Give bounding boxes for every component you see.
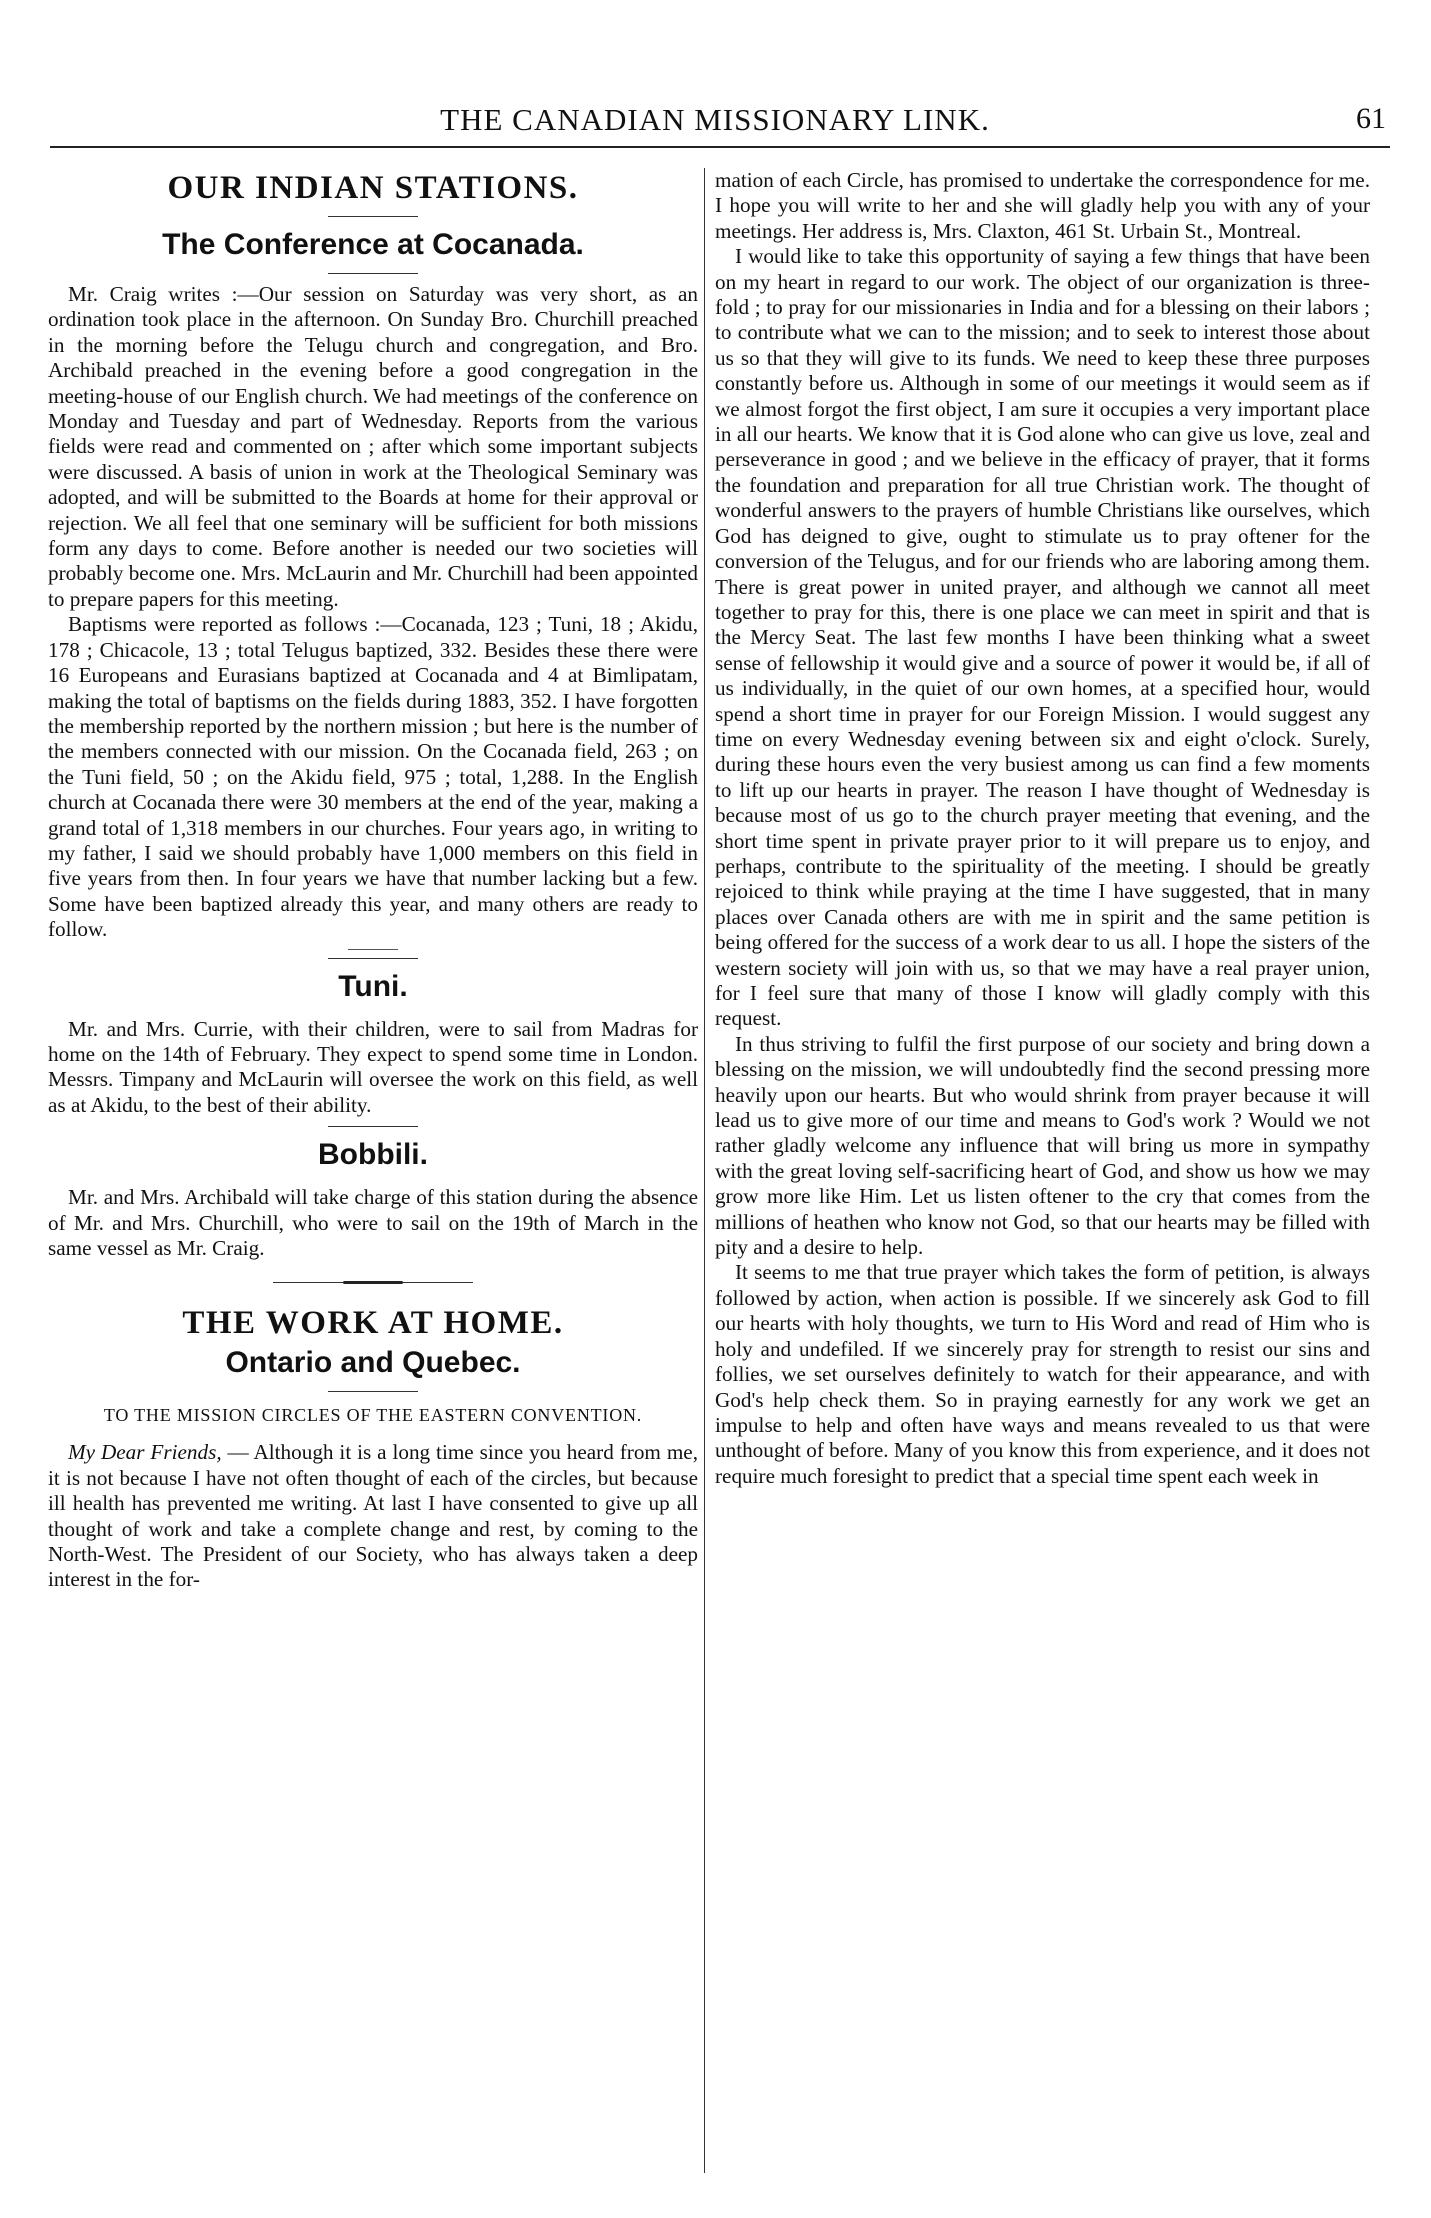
section-title-indian-stations: OUR INDIAN STATIONS. [167,170,579,206]
subtitle-rule-2 [328,1391,418,1392]
conference-paragraph-1: Mr. Craig writes :—Our session on Saturday was very short, as an ordination took place in the afternoon. On Sunday Bro. Churchill preached in the morning before the Telugu church and congregation, and Bro. Archibald preached in the evening before a good congregation in the meeting-house of our English church. We had meetings of the conference on Monday and Tuesday and part of Wednesday. Reports from the various fields were read and commented on ; after which some important subjects were discussed. A basis of union in work at the Theological Seminary was adopted, and will be submitted to the Boards at home for their approval or rejection. We all feel that one seminary will be sufficient for both missions form any days to come. Before another is needed our two societies will probably become one. Mrs. McLaurin and Mr. Churchill had been appointed to prepare papers for this meeting. [48,282,698,611]
letter-paragraph-4: It seems to me that true prayer which takes the form of petition, is always followed by action, when action is possible. If we sincerely ask God to fill our hearts with holy thoughts, we turn to His Word and read of Him who is holy and undefiled. If we sincerely pray for strength to resist our sins and follies, we set ourselves definitely to watch for their appearance, and with God's help check them. So in praying earnestly for any work we get an impulse to help and often have ways and means revealed to us that were unthought of before. Many of you know this from experience, and it does not require much foresight to predict that a special time spent each week in [715,1260,1370,1488]
letter-text-1: — Although it is a long time since you heard from me, it is not because I have not often thought of each of the circles, but because ill health has prevented me writing. At last I have consented to give up all thought of work and take a complete change and rest, by coming to the North-West. The President of our Society, who has always taken a deep interest in the for- [48,1440,698,1592]
subtitle-bobbili: Bobbili. [318,1138,428,1172]
paragraph-rule [348,949,398,950]
conference-paragraph-2: Baptisms were reported as follows :—Cocanada, 123 ; Tuni, 18 ; Akidu, 178 ; Chicacole, 13 ; total Telugus baptized, 332. Besides these there were 16 Europeans and Eurasians baptized at Cocanada and 4 at Bimlipatam, making the total of baptisms on the fields during 1883, 352. I have forgotten the membership reported by the northern mission ; but here is the number of the members connected with our mission. On the Cocanada field, 263 ; on the Tuni field, 50 ; on the Akidu field, 975 ; total, 1,288. In the English church at Cocanada there were 30 members at the end of the year, making a grand total of 1,318 members in our churches. Four years ago, in writing to my father, I said we should probably have 1,000 members on this field in five years from then. In four years we have that number lacking but a few. Some have been baptized already this year, and many others are ready to follow. [48,612,698,942]
running-title: THE CANADIAN MISSIONARY LINK. [440,102,990,137]
salutation: My Dear Friends, [68,1440,222,1465]
subtitle-ontario-quebec: Ontario and Quebec. [225,1346,521,1380]
subtitle-rule [328,273,418,274]
tuni-rule [328,958,418,959]
address-line: TO THE MISSION CIRCLES OF THE EASTERN CONVENTION. [103,1405,643,1426]
bobbili-paragraph: Mr. and Mrs. Archibald will take charge of this station during the absence of Mr. and Mrs. Churchill, who were to sail on the 19th of March in the same vessel as Mr. Craig. [48,1185,698,1260]
letter-paragraph-3: In thus striving to fulfil the first purpose of our society and bring down a blessing on the mission, we will undoubtedly find the second pressing more heavily upon our hearts. But who would shrink from prayer because it will lead us to give more of our time and means to God's work ? Would we not rather gladly welcome any influence that will bring us more in sympathy with the great loving self-sacrificing heart of God, and show us how we may grow more like Him. Let us listen oftener to the cry that comes from the millions of heathen who know not God, so that our hearts may be filled with pity and a desire to help. [715,1031,1370,1260]
letter-paragraph-2: I would like to take this opportunity of saying a few things that have been on my heart in regard to our work. The object of our organization is three-fold ; to pray for our missionaries in India and for a blessing on their labors ; to contribute what we can to the mission; and to seek to interest those about us so that they will give to its funds. We need to keep these three purposes constantly before us. Although in some of our meetings it would seem as if we almost forgot the first object, I am sure it occupies a very important place in all our hearts. We know that it is God alone who can give us love, zeal and perseverance in good ; and we believe in the efficacy of prayer, that it forms the foundation and preparation for all true Christian work. The thought of wonderful answers to the prayers of humble Christians like ourselves, which God has deigned to give, ought to stimulate us to pray oftener for the conversion of the Telugus, and for our friends who are laboring among them. There is great power in united prayer, and although we cannot all meet together to pray for this, there is one place we can meet in spirit and that is the Mercy Seat. The last few months I have been thinking what a sweet sense of fellowship it would give and a source of power it would be, if all of us individually, in the quiet of our own homes, at a specified hour, would spend a short time in prayer for our Foreign Mission. I would suggest any time on every Wednesday evening between six and eight o'clock. Surely, during these hours even the very busiest among us can find a few moments to lift up our hearts in prayer. The reason I have thought of Wednesday is because most of us go to the church prayer meeting that evening, and the short time spent in private prayer prior to it will prepare us to enjoy, and perhaps, contribute to the spirituality of the meeting. I should be greatly rejoiced to think while praying at the time I have suggested, that in many places over Canada others are with me in spirit and the same petition is being offered for the success of a work dear to us all. I hope the sisters of the western society will join with us, so that we may have a real prayer union, for I feel sure that many of those I know will gladly comply with this request. [715,244,1370,1031]
section-title-work-at-home: THE WORK AT HOME. [182,1305,564,1342]
bobbili-rule [328,1126,418,1127]
page-header [40,96,1390,144]
letter-paragraph-1 [48,1440,698,1592]
section-rule [328,216,418,217]
subtitle-conference: The Conference at Cocanada. [162,228,584,261]
column-divider [704,168,705,2173]
subtitle-tuni: Tuni. [338,969,408,1003]
page-number: 61 [1356,102,1386,135]
letter-continuation: mation of each Circle, has promised to undertake the correspondence for me. I hope you will write to her and she will gladly help you with any of your meetings. Her address is, Mrs. Claxton, 461 St. Urbain St., Montreal. [715,168,1370,243]
header-rule [50,146,1390,148]
left-column [48,168,698,2173]
right-column [715,168,1370,2173]
ornament-divider [273,1281,473,1285]
tuni-paragraph: Mr. and Mrs. Currie, with their children, were to sail from Madras for home on the 14th of February. They expect to spend some time in London. Messrs. Timpany and McLaurin will oversee the work on this field, as well as at Akidu, to the best of their ability. [48,1016,698,1117]
